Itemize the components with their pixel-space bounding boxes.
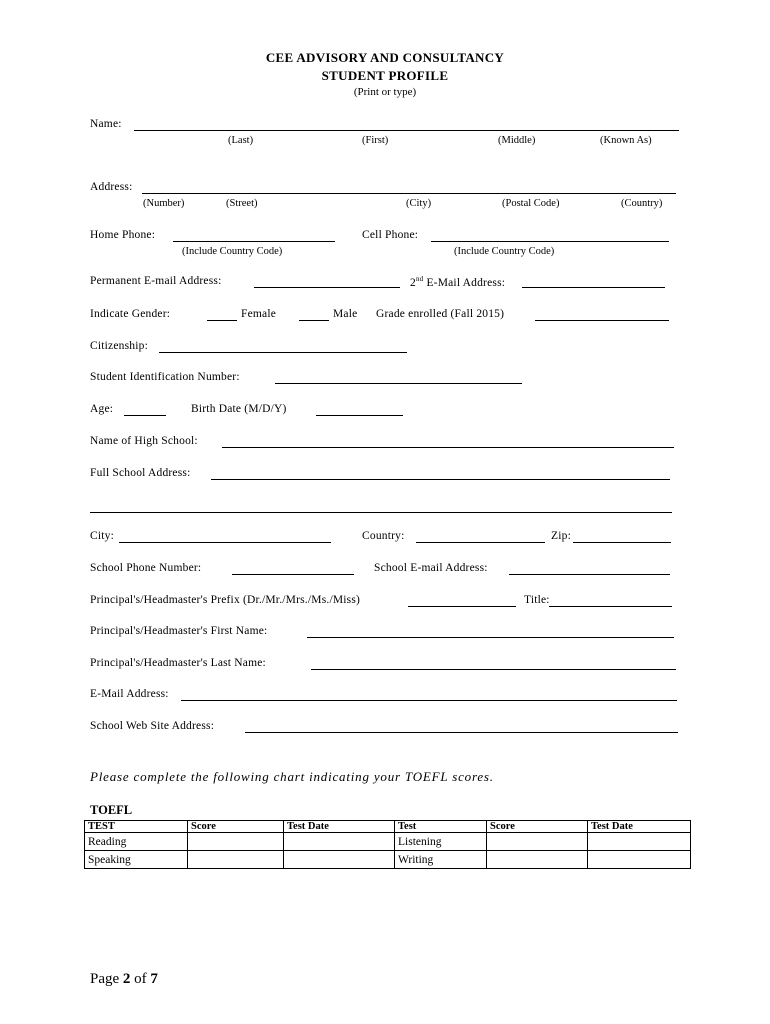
citizenship-label: Citizenship: [90,340,148,352]
second-email-field[interactable] [522,287,665,288]
principal-email-label: E-Mail Address: [90,688,169,700]
school-address-line2-field[interactable] [90,512,672,513]
city-label: City: [90,530,115,542]
name-sublabel-known-as: (Known As) [600,135,652,146]
age-label: Age: [90,403,114,415]
home-phone-sublabel: (Include Country Code) [182,246,283,257]
birth-date-field[interactable] [316,415,403,416]
student-id-field[interactable] [275,383,522,384]
test-date-cell[interactable] [588,833,691,851]
high-school-field[interactable] [222,447,674,448]
table-row [85,833,691,851]
toefl-score-table [84,820,691,869]
score-cell[interactable] [487,851,588,869]
col-header-score: Score [188,821,284,833]
age-field[interactable] [124,415,166,416]
citizenship-field[interactable] [159,352,407,353]
high-school-label: Name of High School: [90,435,198,447]
toefl-heading: TOEFL [90,803,133,817]
home-phone-field[interactable] [173,241,335,242]
cell-phone-sublabel: (Include Country Code) [454,246,555,257]
col-header-test: TEST [85,821,188,833]
score-cell[interactable] [487,833,588,851]
principal-prefix-field[interactable] [408,606,516,607]
form-instruction: (Print or type) [353,86,417,98]
zip-label: Zip: [551,530,571,542]
city-field[interactable] [119,542,331,543]
second-email-label: 2nd E-Mail Address: [410,275,506,289]
score-cell[interactable] [188,851,284,869]
col-header-test-2: Test [395,821,487,833]
score-cell[interactable] [188,833,284,851]
country-field[interactable] [416,542,545,543]
col-header-test-date-2: Test Date [588,821,691,833]
principal-first-field[interactable] [307,637,674,638]
cell-phone-field[interactable] [431,241,669,242]
school-phone-label: School Phone Number: [90,562,202,574]
name-sublabel-first: (First) [362,135,389,146]
name-sublabel-middle: (Middle) [498,135,536,146]
col-header-test-date: Test Date [284,821,395,833]
address-label: Address: [90,181,133,193]
name-label: Name: [90,118,122,130]
form-title: STUDENT PROFILE [321,68,449,83]
principal-email-field[interactable] [181,700,677,701]
school-website-field[interactable] [245,732,678,733]
gender-male-label: Male [333,308,358,320]
grade-field[interactable] [535,320,669,321]
name-field[interactable] [134,130,679,131]
test-date-cell[interactable] [588,851,691,869]
table-header-row [85,821,691,833]
name-sublabel-last: (Last) [228,135,254,146]
company-name: CEE ADVISORY AND CONSULTANCY [265,50,505,65]
principal-last-field[interactable] [311,669,676,670]
address-sublabel-street: (Street) [226,198,258,209]
toefl-instruction: Please complete the following chart indicating your TOEFL scores. [90,769,494,784]
test-date-cell[interactable] [284,851,395,869]
address-sublabel-number: (Number) [143,198,185,209]
permanent-email-label: Permanent E-mail Address: [90,275,222,287]
grade-label: Grade enrolled (Fall 2015) [376,308,505,320]
school-email-label: School E-mail Address: [374,562,488,574]
cell-phone-label: Cell Phone: [362,229,419,241]
school-website-label: School Web Site Address: [90,720,215,732]
permanent-email-field[interactable] [254,287,400,288]
gender-female-label: Female [241,308,277,320]
test-name-cell: Writing [395,851,487,869]
principal-first-label: Principal's/Headmaster's First Name: [90,625,268,637]
address-field[interactable] [142,193,676,194]
test-name-cell: Listening [395,833,487,851]
school-address-label: Full School Address: [90,467,191,479]
home-phone-label: Home Phone: [90,229,156,241]
gender-label: Indicate Gender: [90,308,171,320]
principal-title-label: Title: [524,594,550,606]
principal-prefix-label: Principal's/Headmaster's Prefix (Dr./Mr./Mrs./Ms./Miss) [90,594,361,606]
test-name-cell: Reading [85,833,188,851]
address-sublabel-postal-code: (Postal Code) [502,198,560,209]
test-name-cell: Speaking [85,851,188,869]
test-date-cell[interactable] [284,833,395,851]
principal-last-label: Principal's/Headmaster's Last Name: [90,657,266,669]
address-sublabel-city: (City) [406,198,432,209]
school-address-field[interactable] [211,479,670,480]
page-number: Page 2 of 7 [90,971,158,987]
principal-title-field[interactable] [549,606,672,607]
table-row [85,851,691,869]
school-email-field[interactable] [509,574,670,575]
country-label: Country: [362,530,405,542]
col-header-score-2: Score [487,821,588,833]
address-sublabel-country: (Country) [621,198,663,209]
zip-field[interactable] [573,542,671,543]
gender-male-field[interactable] [299,320,329,321]
gender-female-field[interactable] [207,320,237,321]
school-phone-field[interactable] [232,574,354,575]
birth-date-label: Birth Date (M/D/Y) [191,403,287,415]
student-id-label: Student Identification Number: [90,371,240,383]
